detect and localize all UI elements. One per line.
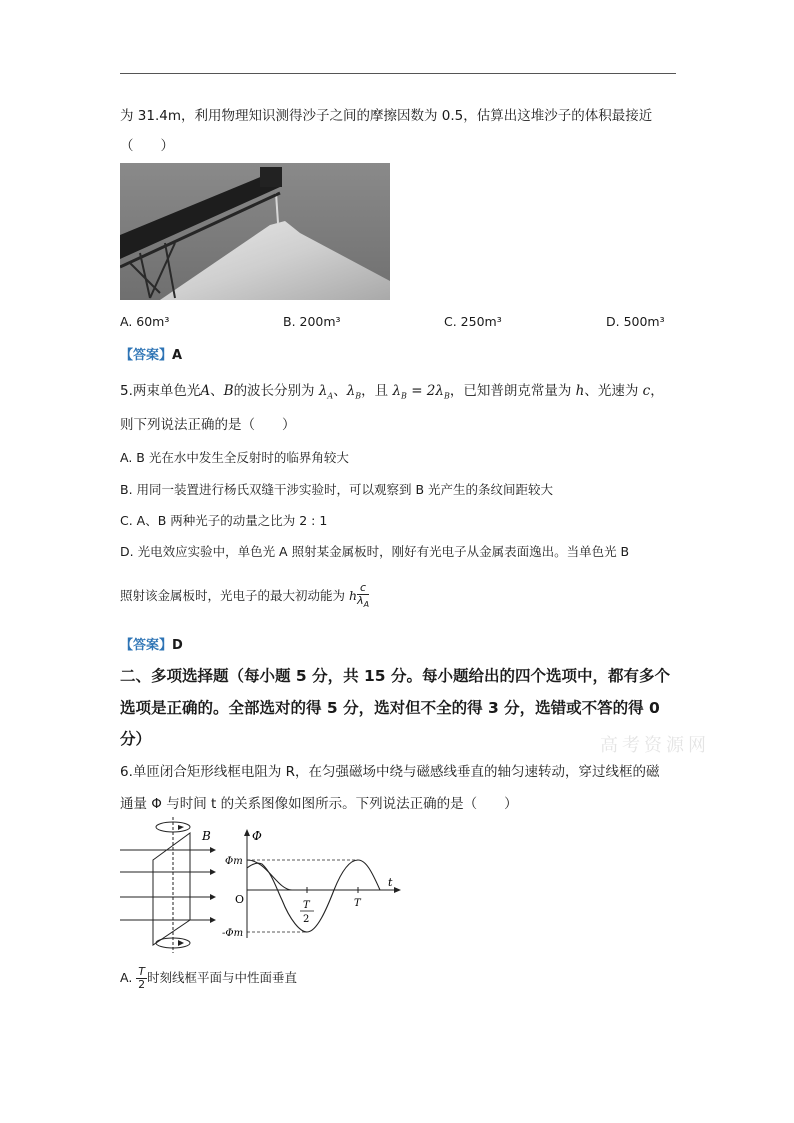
tick-label-neg-phi-m: -Φm — [222, 928, 244, 939]
fraction-denominator: $\lambda_A$ — [357, 594, 370, 610]
section2-heading-line-3: 分） — [120, 730, 152, 748]
q4-option-b: B. 200m³ — [283, 314, 341, 329]
tick-label-phi-m: Φm — [225, 856, 243, 867]
section2-heading-line-2: 选项是正确的。全部选对的得 5 分，选对但不全的得 3 分，选错或不答的得 0 — [120, 699, 660, 717]
q5-stem-line-2: 则下列说法正确的是（ ） — [120, 417, 296, 433]
lambda-b: $\lambda_B$ — [346, 383, 362, 401]
q5-option-c: C. A、B 两种光子的动量之比为 2 : 1 — [120, 513, 328, 528]
q4-stem-line: 为 31.4m，利用物理知识测得沙子之间的摩擦因数为 0.5，估算出这堆沙子的体积最接近 — [120, 108, 653, 124]
fraction-t-over-2 — [136, 966, 147, 991]
q4-answer — [120, 344, 182, 363]
option-text: 时刻线框平面与中性面垂直 — [147, 970, 298, 985]
lambda-relation: $\lambda_B = 2\lambda_B$ — [392, 383, 450, 401]
q4-option-c: C. 250m³ — [444, 314, 502, 329]
var-b: B — [223, 383, 234, 399]
var-h: h — [575, 383, 585, 399]
section2-heading-line-1: 二、多项选择题（每小题 5 分，共 15 分。每小题给出的四个选项中，都有多个 — [120, 667, 670, 685]
q5-option-d-text: 照射该金属板时，光电子的最大初动能为 — [120, 588, 346, 604]
header-rule — [120, 73, 676, 74]
q5-option-a: A. B 光在水中发生全反射时的临界角较大 — [120, 450, 349, 465]
fraction-c-over-lambda-a — [357, 582, 369, 611]
separator: 、 — [210, 383, 224, 399]
tick-label-half-t-num: T — [303, 900, 310, 911]
q5-answer — [120, 634, 183, 653]
sand-pile-photo — [120, 163, 390, 300]
q4-option-a: A. 60m³ — [120, 314, 170, 329]
fraction-numerator: T — [138, 965, 146, 978]
q4-option-d: D. 500m³ — [606, 314, 665, 329]
lambda-a: $\lambda_A$ — [318, 383, 334, 401]
q5-option-d-line-1: D. 光电效应实验中，单色光 A 照射某金属板时，刚好有光电子从金属表面逸出。当单色光 B — [120, 544, 630, 559]
answer-value: D — [172, 638, 183, 653]
q5-stem-mid: 的波长分别为 — [233, 383, 315, 399]
axis-label-t: t — [388, 876, 393, 889]
var-h: h — [349, 588, 358, 604]
q5-stem-prefix: 5.两束单色光 — [120, 383, 201, 399]
flux-time-graph — [222, 828, 402, 943]
answer-value: A — [172, 348, 183, 363]
q5-option-b: B. 用同一装置进行杨氏双缝干涉实验时，可以观察到 B 光产生的条纹间距较大 — [120, 482, 554, 497]
label-b: B — [202, 829, 211, 843]
var-c: c — [642, 383, 651, 399]
q6-option-a — [120, 966, 297, 991]
axis-label-phi: Φ — [252, 829, 262, 843]
origin-label: O — [235, 893, 245, 906]
var-a: A — [200, 383, 211, 399]
q6-stem-line-2: 通量 Φ 与时间 t 的关系图像如图所示。下列说法正确的是（ ） — [120, 796, 518, 812]
q6-stem-line-1: 6.单匝闭合矩形线框电阻为 R，在匀强磁场中绕与磁感线垂直的轴匀速转动，穿过线框的磁 — [120, 764, 660, 780]
tick-label-t: T — [354, 898, 361, 909]
answer-tag: 【答案】 — [120, 348, 173, 363]
fraction-numerator: c — [357, 582, 369, 595]
q5-stem-line-1: 5.两束单色光A、B的波长分别为 $\lambda_A$、$\lambda_B$，且 $\lambda_B = 2\lambda_B$，已知普朗克常量为 h、光速为 c， — [120, 383, 664, 401]
watermark: 高考资源网 — [600, 735, 710, 756]
q4-paren: （ ） — [120, 138, 174, 154]
fraction-denominator: 2 — [138, 978, 146, 991]
q5-option-d-line-2 — [120, 582, 369, 611]
rotating-frame-diagram — [118, 815, 218, 955]
tick-label-half-t-den: 2 — [303, 914, 310, 925]
option-label: A. — [120, 970, 133, 985]
answer-tag: 【答案】 — [120, 638, 173, 653]
